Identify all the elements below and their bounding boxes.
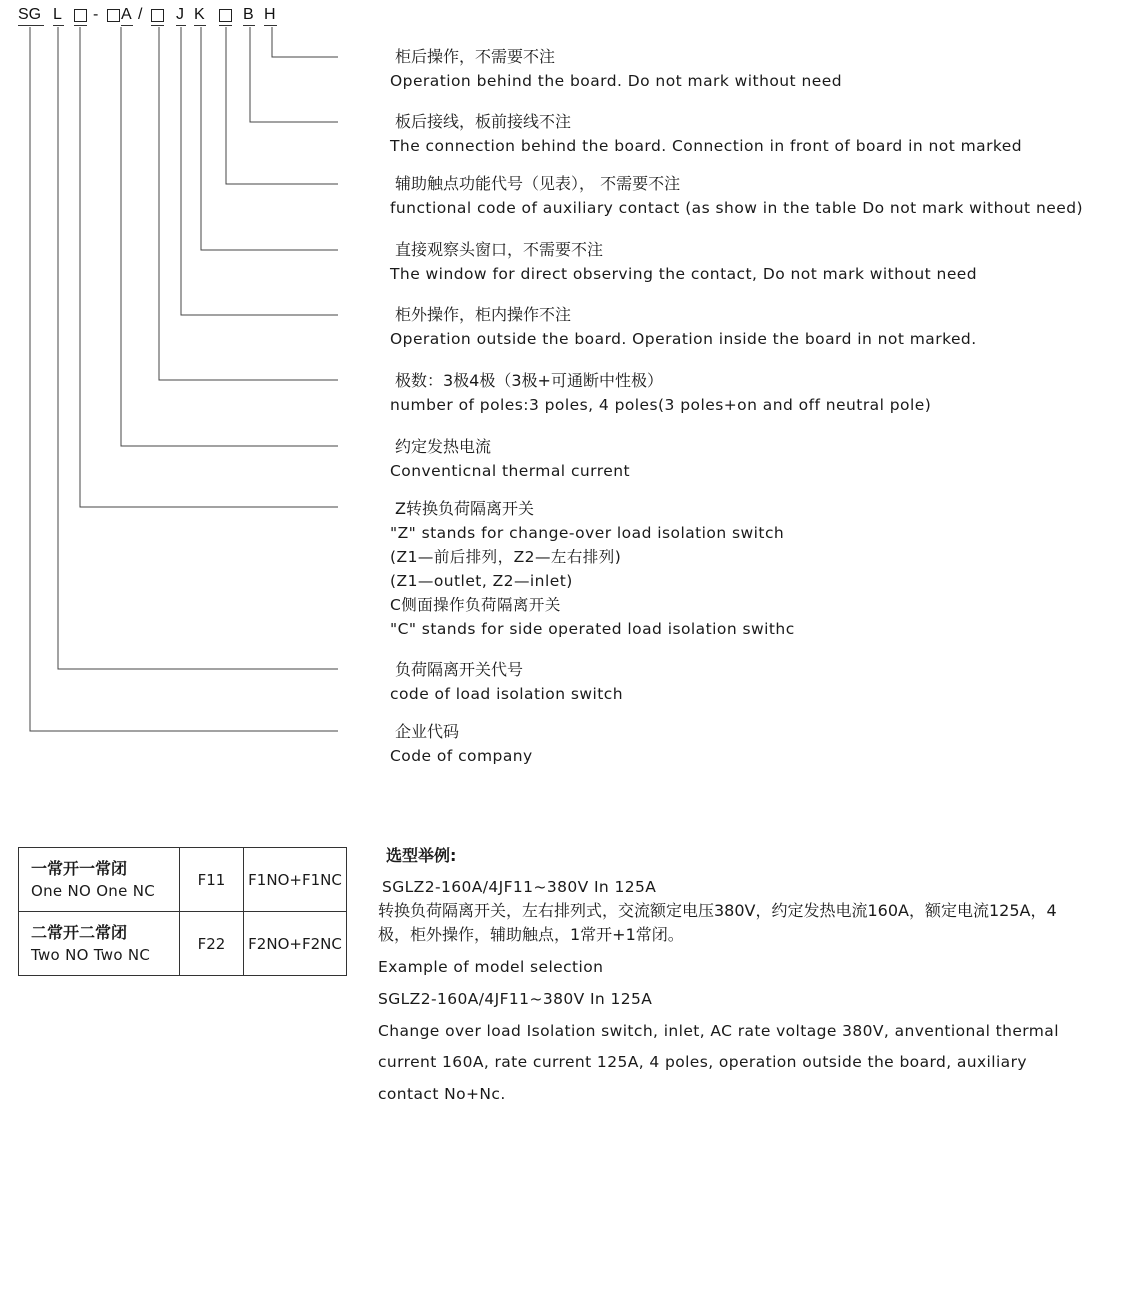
- desc-connection: [390, 110, 1022, 158]
- desc-en: Code of company: [390, 747, 533, 765]
- desc-en: The window for direct observing the contact, Do not mark without need: [390, 265, 978, 283]
- desc-extra: "C" stands for side operated load isolation swithc: [390, 620, 795, 638]
- example-model-en: SGLZ2-160A/4JF11~380V In 125A: [378, 990, 653, 1008]
- example-desc-en-2: current 160A, rate current 125A, 4 poles, operation outside the board, auxiliary: [378, 1053, 1027, 1071]
- cell-zh: 二常开二常闭: [31, 922, 128, 942]
- example-desc-en-3: contact No+Nc.: [378, 1085, 506, 1103]
- connector-current: [121, 27, 338, 446]
- table-cell-name: [19, 848, 180, 912]
- code-b: B: [243, 6, 254, 23]
- desc-zh: 柜后操作，不需要不注: [395, 47, 556, 66]
- example-desc-zh: 转换负荷隔离开关，左右排列式，交流额定电压380V，约定发热电流160A，额定电流125A，4极，柜外操作，辅助触点，1常开+1常闭。: [378, 901, 1057, 944]
- desc-en: code of load isolation switch: [390, 685, 624, 703]
- table-cell-contacts: F1NO+F1NC: [244, 848, 347, 912]
- desc-en: Conventicnal thermal current: [390, 462, 631, 480]
- connector-h: [272, 27, 338, 57]
- table-cell-name: [19, 912, 180, 976]
- desc-en: number of poles:3 poles, 4 poles(3 poles+on and off neutral pole): [390, 396, 932, 414]
- connector-poles: [159, 27, 338, 380]
- desc-aux-contact: [390, 172, 1083, 220]
- connector-sg: [30, 27, 338, 731]
- desc-poles: [390, 369, 931, 417]
- aux-contact-table: [18, 847, 347, 976]
- code-j: J: [176, 6, 184, 23]
- code-dash: -: [93, 6, 99, 23]
- desc-outside-board: [390, 303, 977, 351]
- example-section: [378, 843, 1068, 1106]
- desc-en: functional code of auxiliary contact (as show in the table Do not mark without need): [390, 199, 1083, 217]
- code-slash: /: [138, 6, 143, 23]
- desc-thermal-current: [390, 435, 630, 483]
- table-cell-contacts: F2NO+F2NC: [244, 912, 347, 976]
- cell-zh: 一常开一常闭: [31, 858, 128, 878]
- desc-extra: C侧面操作负荷隔离开关: [390, 596, 561, 614]
- table-row: [19, 848, 347, 912]
- desc-zh: 约定发热电流: [395, 437, 492, 456]
- connector-j: [181, 27, 338, 315]
- desc-extra: (Z1—outlet, Z2—inlet): [390, 572, 573, 590]
- code-l: L: [53, 6, 62, 23]
- example-title: 选型举例:: [386, 846, 457, 865]
- example-title-en: Example of model selection: [378, 958, 604, 976]
- example-desc-en-1: Change over load Isolation switch, inlet, AC rate voltage 380V, anventional thermal: [378, 1022, 1059, 1040]
- desc-load-isolation: [390, 658, 623, 706]
- desc-behind-board: [390, 45, 842, 93]
- code-a: A: [121, 6, 132, 23]
- connector-l: [58, 27, 338, 669]
- example-model-zh: SGLZ2-160A/4JF11~380V In 125A: [382, 878, 657, 896]
- desc-zh: 辅助触点功能代号（见表）， 不需要不注: [395, 174, 681, 193]
- desc-company: [390, 720, 533, 768]
- desc-zh: Z转换负荷隔离开关: [395, 499, 534, 518]
- desc-en: Operation outside the board. Operation inside the board in not marked.: [390, 330, 977, 348]
- connector-b: [250, 27, 338, 122]
- code-sg: SG: [18, 6, 42, 23]
- code-h: H: [264, 6, 276, 23]
- table-row: [19, 912, 347, 976]
- cell-en: One NO One NC: [31, 881, 156, 900]
- desc-switch-type: [390, 497, 795, 641]
- desc-zh: 负荷隔离开关代号: [395, 660, 524, 679]
- connector-aux: [226, 27, 338, 184]
- desc-window: [390, 238, 977, 286]
- desc-en: "Z" stands for change-over load isolation switch: [390, 524, 785, 542]
- code-k: K: [194, 6, 205, 23]
- desc-en: Operation behind the board. Do not mark without need: [390, 72, 842, 90]
- desc-en: The connection behind the board. Connection in front of board in not marked: [390, 137, 1023, 155]
- connector-type: [80, 27, 338, 507]
- desc-extra: (Z1—前后排列，Z2—左右排列): [390, 548, 622, 566]
- cell-en: Two NO Two NC: [31, 945, 151, 964]
- connector-k: [201, 27, 338, 250]
- table-cell-code: F11: [180, 848, 244, 912]
- table-cell-code: F22: [180, 912, 244, 976]
- desc-zh: 极数：3极4极（3极+可通断中性极）: [395, 371, 663, 390]
- desc-zh: 直接观察头窗口，不需要不注: [395, 240, 604, 259]
- desc-zh: 板后接线，板前接线不注: [395, 112, 572, 131]
- desc-zh: 柜外操作，柜内操作不注: [395, 305, 572, 324]
- desc-zh: 企业代码: [395, 722, 460, 741]
